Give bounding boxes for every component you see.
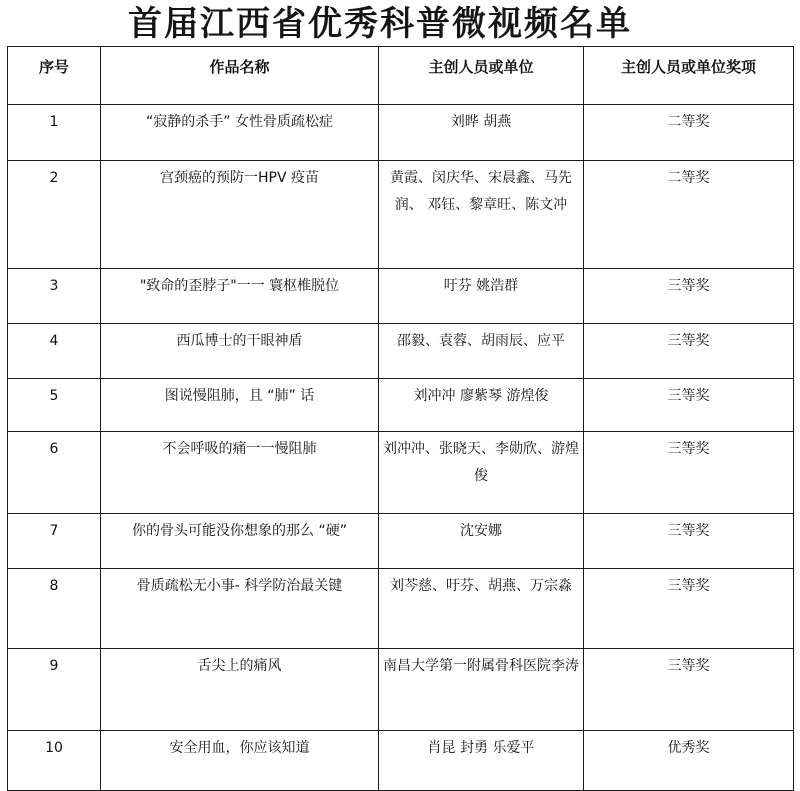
cell-award: 三等奖 — [584, 432, 794, 514]
cell-award: 三等奖 — [584, 324, 794, 379]
cell-creators: 刘冲冲 廖紫琴 游煌俊 — [379, 379, 584, 432]
table-row — [8, 161, 794, 269]
cell-no: 9 — [8, 649, 101, 731]
cell-work: 安全用血，你应该知道 — [101, 731, 379, 791]
cell-award: 二等奖 — [584, 161, 794, 269]
table-header-row — [8, 47, 794, 105]
cell-work: 舌尖上的痛风 — [101, 649, 379, 731]
cell-creators: 吁芬 姚浩群 — [379, 269, 584, 324]
cell-work: 图说慢阻肺，且 “肺” 话 — [101, 379, 379, 432]
cell-work: “寂静的杀手” 女性骨质疏松症 — [101, 105, 379, 161]
table-row — [8, 432, 794, 514]
table-row — [8, 731, 794, 791]
cell-award: 三等奖 — [584, 649, 794, 731]
table-row — [8, 514, 794, 569]
cell-no: 7 — [8, 514, 101, 569]
table-row — [8, 569, 794, 649]
cell-no: 2 — [8, 161, 101, 269]
cell-creators: 刘冲冲、张晓天、李勋欣、游煌俊 — [379, 432, 584, 514]
cell-work: 不会呼吸的痛一一慢阻肺 — [101, 432, 379, 514]
header-work: 作品名称 — [101, 47, 379, 105]
cell-creators: 沈安娜 — [379, 514, 584, 569]
cell-no: 4 — [8, 324, 101, 379]
table-row — [8, 379, 794, 432]
cell-award: 三等奖 — [584, 379, 794, 432]
award-list-table — [7, 46, 794, 791]
table-row — [8, 105, 794, 161]
cell-no: 6 — [8, 432, 101, 514]
cell-creators: 黄霞、闵庆华、宋晨鑫、马先润、 邓钰、黎章旺、陈文冲 — [379, 161, 584, 269]
cell-award: 优秀奖 — [584, 731, 794, 791]
header-creators: 主创人员或单位 — [379, 47, 584, 105]
cell-award: 三等奖 — [584, 514, 794, 569]
cell-creators: 南昌大学第一附属骨科医院李涛 — [379, 649, 584, 731]
table-row — [8, 269, 794, 324]
cell-no: 8 — [8, 569, 101, 649]
cell-work: 你的骨头可能没你想象的那么 “硬” — [101, 514, 379, 569]
cell-no: 5 — [8, 379, 101, 432]
cell-work: 宫颈癌的预防一HPV 疫苗 — [101, 161, 379, 269]
cell-creators: 刘晔 胡燕 — [379, 105, 584, 161]
table-row — [8, 649, 794, 731]
header-award: 主创人员或单位奖项 — [584, 47, 794, 105]
cell-award: 三等奖 — [584, 269, 794, 324]
cell-award: 三等奖 — [584, 569, 794, 649]
cell-award: 二等奖 — [584, 105, 794, 161]
cell-creators: 刘芩慈、吁芬、胡燕、万宗淼 — [379, 569, 584, 649]
cell-no: 3 — [8, 269, 101, 324]
table-row — [8, 324, 794, 379]
cell-work: 西瓜博士的干眼神盾 — [101, 324, 379, 379]
cell-creators: 肖昆 封勇 乐爱平 — [379, 731, 584, 791]
cell-work: "致命的歪脖子"一一 寰枢椎脱位 — [101, 269, 379, 324]
cell-creators: 邵毅、袁蓉、胡雨辰、应平 — [379, 324, 584, 379]
header-no: 序号 — [8, 47, 101, 105]
cell-no: 10 — [8, 731, 101, 791]
document-title: 首届江西省优秀科普微视频名单 — [128, 4, 632, 44]
cell-work: 骨质疏松无小事- 科学防治最关键 — [101, 569, 379, 649]
cell-no: 1 — [8, 105, 101, 161]
